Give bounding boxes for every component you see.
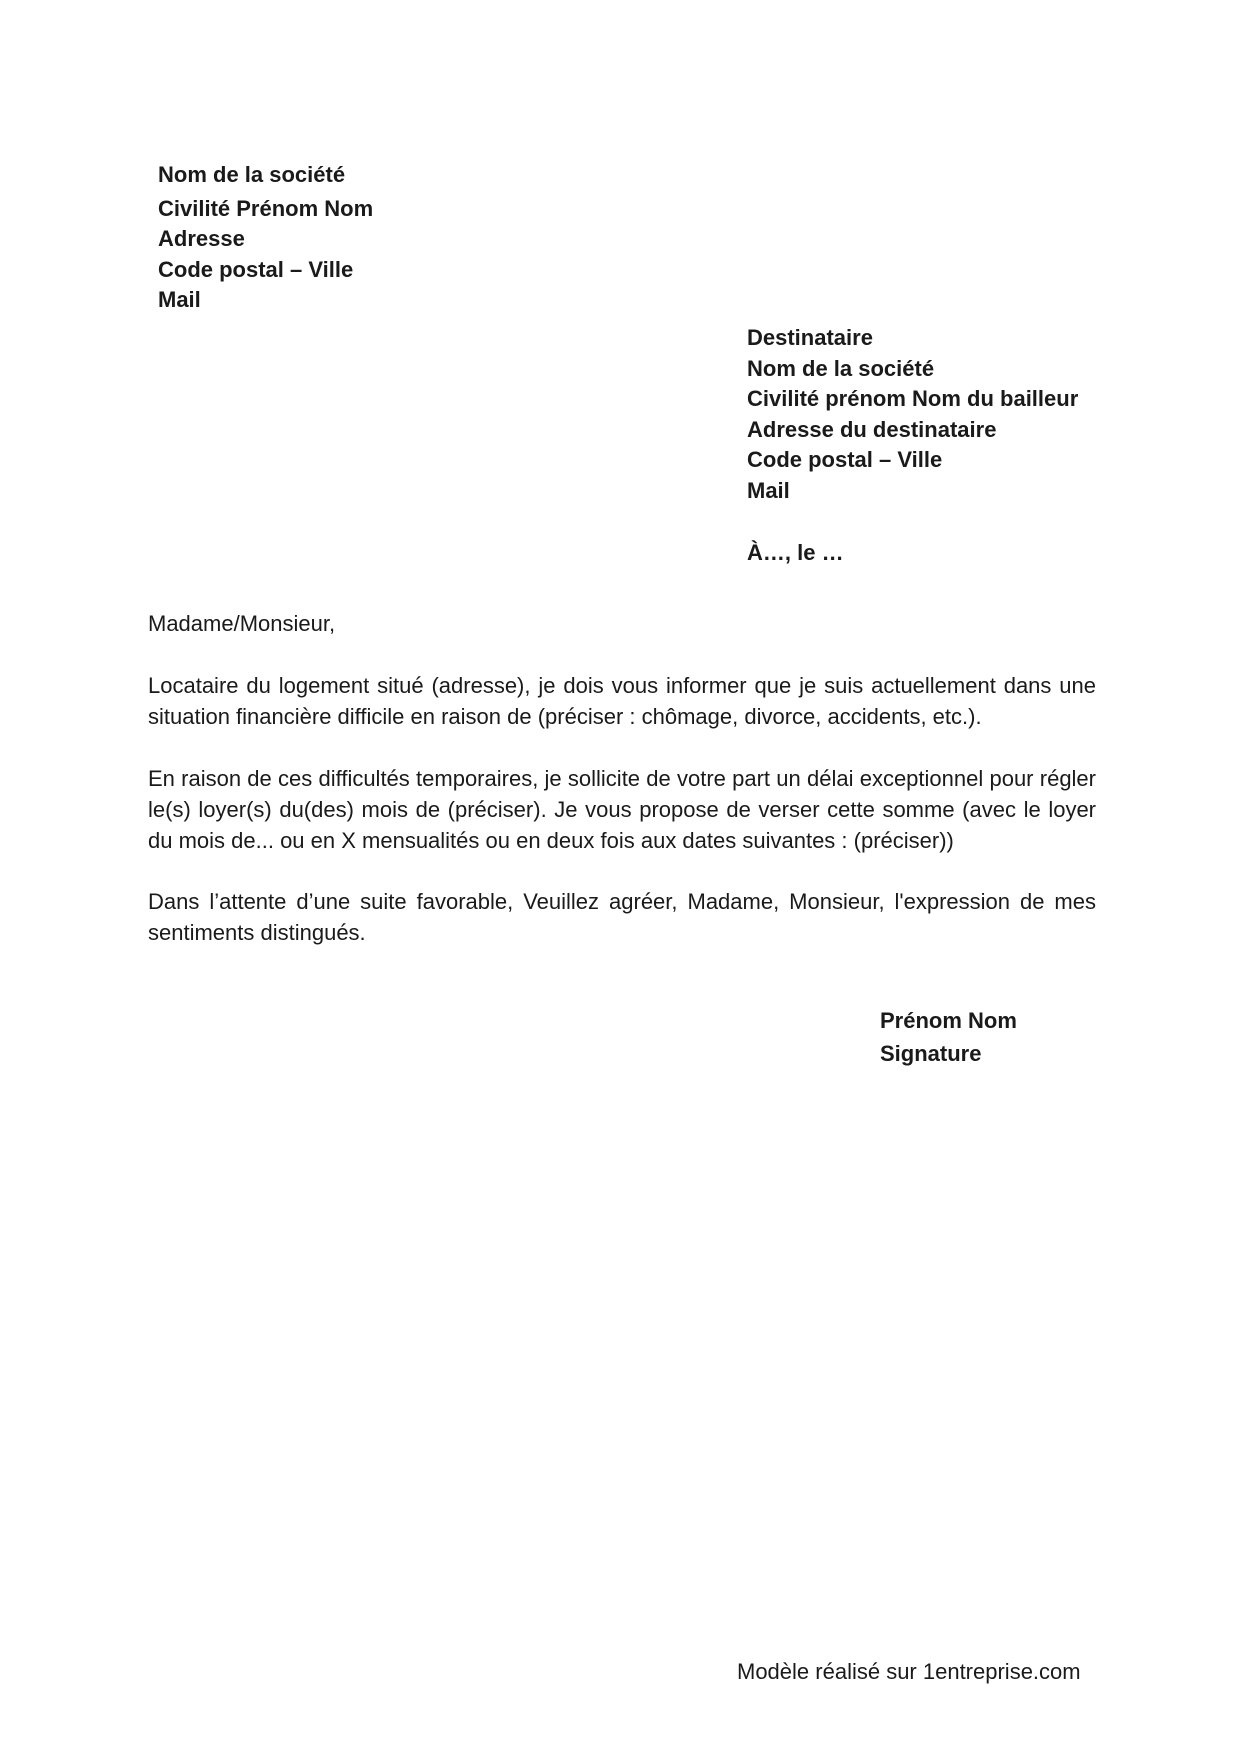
recipient-city: Code postal – Ville [747, 447, 943, 472]
sender-address: Adresse [158, 226, 245, 251]
recipient-address: Adresse du destinataire [747, 416, 997, 442]
recipient-company: Nom de la société [747, 355, 935, 381]
body-paragraph [148, 670, 1096, 732]
recipient-block [747, 323, 1078, 506]
signature-block [880, 1004, 1017, 1070]
greeting-text: Madame/Monsieur, [148, 611, 336, 636]
sender-block [158, 160, 373, 316]
paragraph-2-text: En raison de ces difficultés temporaires, je sollicite de votre part un délai exceptionnel pour régler le(s) loyer(s) du(des) mois de (préciser). Je vous propose de verser cette somme (avec le loyer du mois de... ou en X mensualités ou en deux fois aux dates suivantes : (préciser)) [148, 766, 1096, 853]
closing-paragraph [148, 886, 1096, 948]
paragraph-3-text: Dans l’attente d’une suite favorable, Veuillez agréer, Madame, Monsieur, l'expression de mes sentiments distingués. [148, 889, 1096, 945]
sender-company: Nom de la société [158, 162, 346, 187]
greeting [148, 608, 1096, 639]
signature-label: Signature [880, 1041, 982, 1066]
recipient-name: Civilité prénom Nom du bailleur [747, 386, 1079, 411]
recipient-label: Destinataire [747, 325, 873, 350]
sender-name: Civilité Prénom Nom [158, 195, 374, 221]
sender-mail: Mail [158, 287, 201, 312]
sender-city: Code postal – Ville [158, 256, 354, 282]
body-paragraph [148, 763, 1096, 856]
place-date: À…, le … [747, 540, 844, 565]
paragraph-1-text: Locataire du logement situé (adresse), je dois vous informer que je suis actuellement dans une situation financière difficile en raison de (préciser : chômage, divorce, accidents, etc.). [148, 673, 1096, 729]
footer-credit: Modèle réalisé sur 1entreprise.com [737, 1659, 1081, 1684]
recipient-mail: Mail [747, 477, 790, 503]
signature-name: Prénom Nom [880, 1008, 1017, 1033]
